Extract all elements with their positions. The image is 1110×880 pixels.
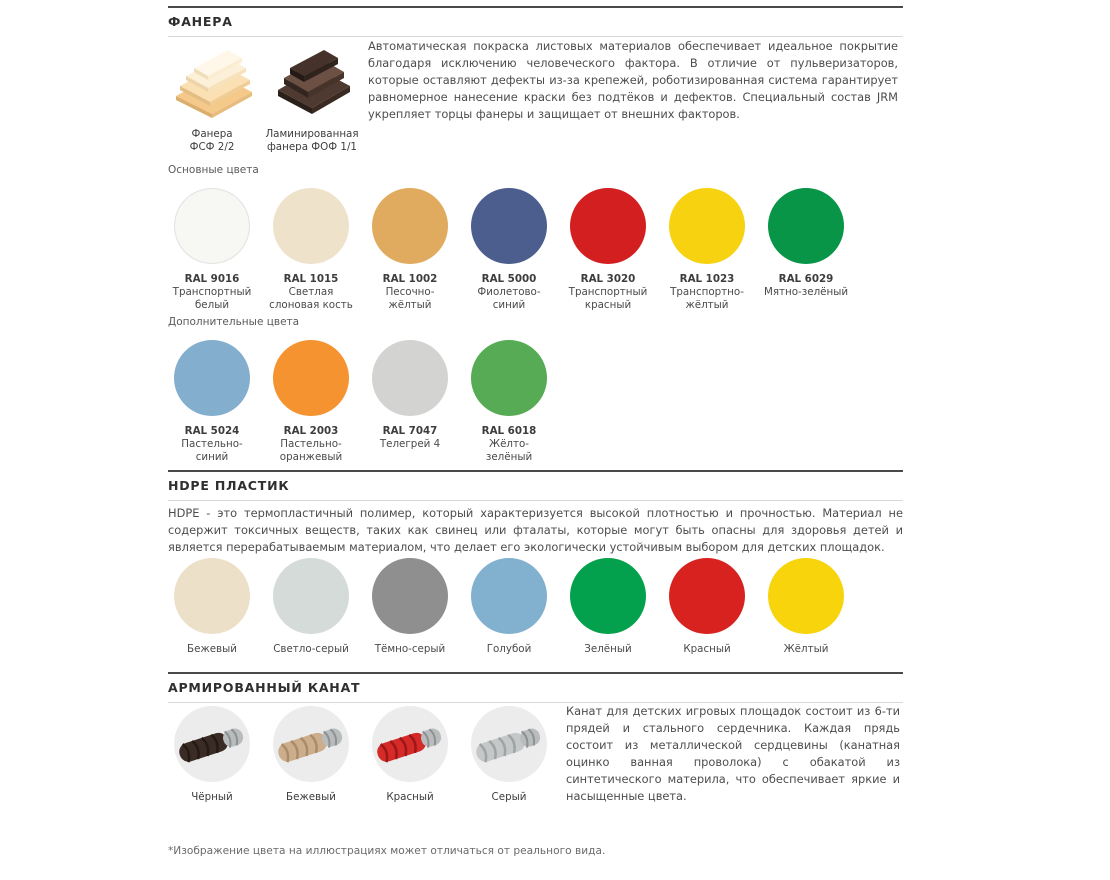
swatch-caption: Зелёный	[584, 643, 632, 655]
swatch-caption: Голубой	[486, 643, 532, 655]
section-header-hdpe	[168, 470, 903, 501]
swatch-caption: RAL 1015 Светлая слоновая кость	[269, 273, 353, 311]
color-circle	[570, 558, 646, 634]
rope-caption: Серый	[491, 791, 527, 803]
rope-icon	[174, 706, 250, 782]
color-circle	[669, 558, 745, 634]
color-circle	[768, 188, 844, 264]
swatch-hdpe-green[interactable]	[558, 558, 658, 656]
rope-sample-red[interactable]	[360, 706, 460, 803]
color-circle	[372, 558, 448, 634]
swatch-caption: Бежевый	[187, 643, 237, 655]
color-circle	[372, 340, 448, 416]
color-circle	[372, 188, 448, 264]
color-circle	[471, 558, 547, 634]
hdpe-description: HDPE - это термопластичный полимер, который характеризуется высокой плотностью и прочностью. Материал не содержит токсичных веществ, таких как свинец или фталаты, которые могут быть опасны для здоровья детей и является перерабатываемым материалом, что делает его экологически устойчивым выбором для детских площадок.	[168, 506, 903, 554]
color-circle	[174, 558, 250, 634]
footnote: *Изображение цвета на иллюстрациях может отличаться от реального вида.	[168, 845, 606, 857]
rope-caption: Красный	[386, 791, 434, 803]
plywood-sample-caption: Ламинированная фанера ФОФ 1/1	[265, 128, 359, 153]
color-circle	[471, 340, 547, 416]
swatch-ral-9016[interactable]	[162, 188, 262, 312]
section-title-plywood: ФАНЕРА	[168, 14, 233, 29]
rope-sample-black[interactable]	[162, 706, 262, 803]
swatch-hdpe-blue[interactable]	[459, 558, 559, 656]
plywood-description: Автоматическая покраска листовых материалов обеспечивает идеальное покрытие благодаря исключению человеческого фактора. В отличие от пульверизаторов, которые оставляют дефекты из-за крепежей, роботизированная система гарантирует равномерное нанесение краски без подтёков и дефектов. Специальный состав JRM укрепляет торцы фанеры и защищает от внешних факторов.	[368, 39, 898, 121]
swatch-caption: Красный	[683, 643, 731, 655]
label-extra-colors: Дополнительные цвета	[168, 316, 300, 328]
swatch-ral-3020[interactable]	[558, 188, 658, 312]
plywood-stack-icon	[166, 44, 258, 120]
color-circle	[174, 188, 250, 264]
swatch-ral-1023[interactable]	[657, 188, 757, 312]
color-circle	[768, 558, 844, 634]
swatch-hdpe-yellow[interactable]	[756, 558, 856, 656]
section-title-rope: АРМИРОВАННЫЙ КАНАТ	[168, 680, 361, 695]
swatch-caption: RAL 6018 Жёлто- зелёный	[481, 425, 537, 463]
swatch-caption: RAL 2003 Пастельно- оранжевый	[279, 425, 343, 463]
section-header-rope	[168, 672, 903, 703]
swatch-hdpe-dark-gray[interactable]	[360, 558, 460, 656]
rope-icon	[273, 706, 349, 782]
swatch-caption: RAL 6029 Мятно-зелёный	[763, 273, 849, 298]
swatch-ral-5024[interactable]	[162, 340, 262, 464]
swatch-hdpe-light-gray[interactable]	[261, 558, 361, 656]
color-circle	[273, 558, 349, 634]
plywood-sample-caption: Фанера ФСФ 2/2	[189, 128, 235, 153]
swatch-ral-6029[interactable]	[756, 188, 856, 299]
color-circle	[273, 340, 349, 416]
plywood-sample-fsf	[162, 44, 262, 154]
swatch-caption: RAL 5000 Фиолетово- синий	[477, 273, 541, 311]
swatch-caption: RAL 7047 Телегрей 4	[379, 425, 441, 450]
swatch-caption: RAL 1023 Транспортно- жёлтый	[670, 273, 744, 311]
swatch-ral-7047[interactable]	[360, 340, 460, 451]
section-header-plywood	[168, 6, 903, 37]
plywood-sample-fof	[262, 44, 362, 154]
rope-caption: Чёрный	[191, 791, 233, 803]
swatch-ral-5000[interactable]	[459, 188, 559, 312]
section-title-hdpe: HDPE ПЛАСТИК	[168, 478, 290, 493]
swatch-ral-6018[interactable]	[459, 340, 559, 464]
swatch-caption: RAL 9016 Транспортный белый	[172, 273, 252, 311]
swatch-ral-2003[interactable]	[261, 340, 361, 464]
rope-caption: Бежевый	[286, 791, 336, 803]
swatch-ral-1015[interactable]	[261, 188, 361, 312]
rope-description: Канат для детских игровых площадок состоит из 6-ти прядей и стального сердечника. Каждая прядь состоит из металлической сердцевины (канатная оцинко ванная проволока) с обакатой из синтетического материла, что обеспечивает яркие и насыщенные цвета.	[566, 704, 900, 803]
swatch-caption: Тёмно-серый	[374, 643, 446, 655]
rope-sample-beige[interactable]	[261, 706, 361, 803]
label-main-colors: Основные цвета	[168, 164, 259, 176]
swatch-caption: RAL 3020 Транспортный красный	[568, 273, 648, 311]
swatch-caption: RAL 5024 Пастельно- синий	[181, 425, 243, 463]
color-circle	[273, 188, 349, 264]
rope-icon	[372, 706, 448, 782]
swatch-ral-1002[interactable]	[360, 188, 460, 312]
swatch-caption: Светло-серый	[273, 643, 349, 655]
color-circle	[471, 188, 547, 264]
rope-sample-gray[interactable]	[459, 706, 559, 803]
swatch-caption: RAL 1002 Песочно- жёлтый	[382, 273, 438, 311]
swatch-hdpe-red[interactable]	[657, 558, 757, 656]
rope-icon	[471, 706, 547, 782]
color-circle	[174, 340, 250, 416]
color-circle	[570, 188, 646, 264]
laminated-plywood-icon	[266, 44, 358, 120]
swatch-caption: Жёлтый	[783, 643, 829, 655]
swatch-hdpe-beige[interactable]	[162, 558, 262, 656]
color-circle	[669, 188, 745, 264]
